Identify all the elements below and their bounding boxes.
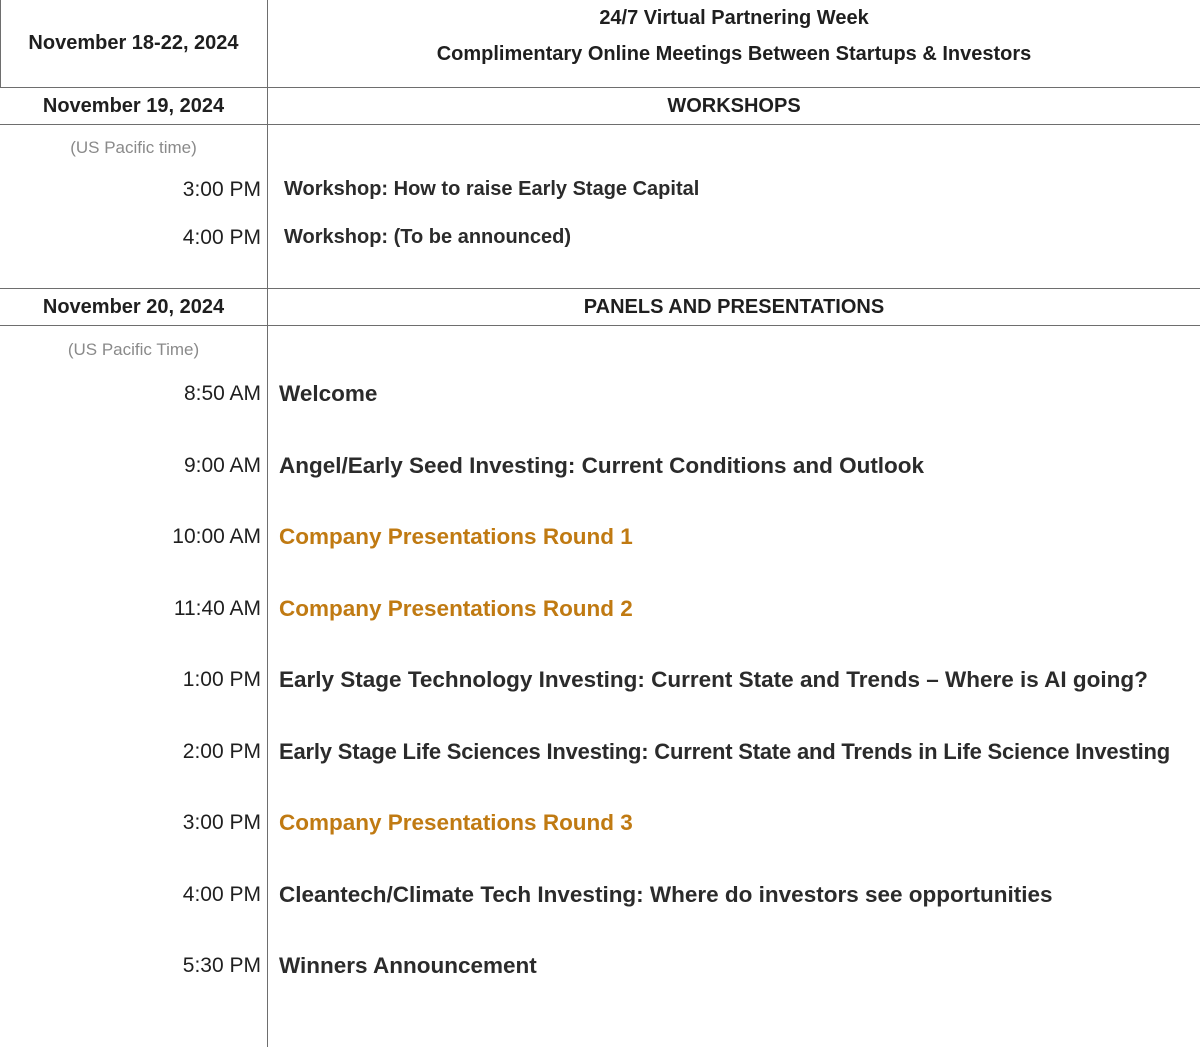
event-name: Early Stage Technology Investing: Current State and Trends – Where is AI going?: [279, 667, 1148, 692]
event-date-range: November 18-22, 2024: [28, 32, 239, 54]
event-name: Welcome: [279, 381, 378, 406]
event-time: 11:40 AM: [173, 597, 261, 620]
event-subtitle: Complimentary Online Meetings Between Startups & Investors: [436, 42, 1032, 65]
event-name: Workshop: How to raise Early Stage Capital: [284, 178, 700, 200]
event-name: Company Presentations Round 3: [279, 810, 633, 835]
column-divider: [267, 0, 268, 1047]
event-time: 5:30 PM: [182, 954, 261, 977]
event-name: Winners Announcement: [279, 953, 537, 978]
event-name: Workshop: (To be announced): [284, 226, 572, 248]
timezone-label: (US Pacific Time): [67, 340, 200, 359]
section-date: November 20, 2024: [42, 295, 225, 318]
section-date: November 19, 2024: [42, 94, 225, 117]
section-heading: WORKSHOPS: [667, 94, 801, 117]
event-time: 1:00 PM: [182, 668, 261, 691]
event-name: Company Presentations Round 1: [279, 524, 633, 549]
event-title: 24/7 Virtual Partnering Week: [599, 6, 869, 29]
event-time: 8:50 AM: [183, 382, 261, 405]
event-name: Company Presentations Round 2: [279, 596, 633, 621]
event-name: Cleantech/Climate Tech Investing: Where do investors see opportunities: [279, 882, 1053, 907]
event-name: Angel/Early Seed Investing: Current Conditions and Outlook: [279, 453, 925, 478]
row-divider: [0, 124, 1200, 125]
row-divider: [0, 325, 1200, 326]
timezone-label: (US Pacific time): [70, 138, 197, 157]
section-heading: PANELS AND PRESENTATIONS: [583, 295, 885, 318]
event-time: 2:00 PM: [182, 740, 261, 763]
event-time: 9:00 AM: [183, 454, 261, 477]
event-time: 4:00 PM: [182, 226, 261, 249]
event-time: 10:00 AM: [172, 525, 261, 548]
event-time: 4:00 PM: [182, 883, 261, 906]
event-name: Early Stage Life Sciences Investing: Current State and Trends in Life Science Investing: [279, 739, 1170, 764]
event-time: 3:00 PM: [182, 811, 261, 834]
event-time: 3:00 PM: [182, 178, 261, 201]
